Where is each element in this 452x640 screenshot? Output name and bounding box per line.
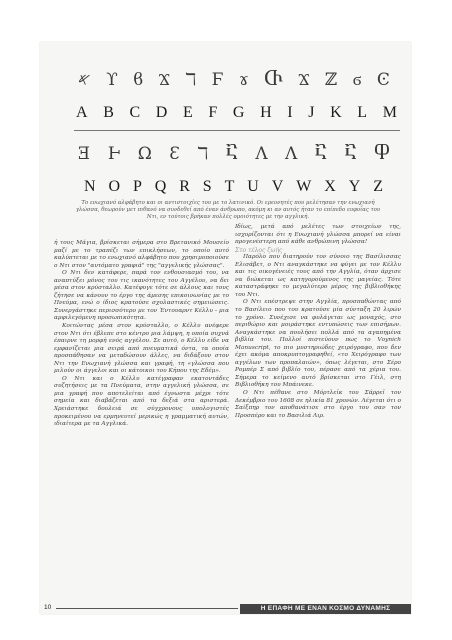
right-subheading: Στο τέλος ζωής bbox=[235, 246, 283, 254]
latin-letter-4: R bbox=[179, 178, 191, 195]
alphabet-divider bbox=[74, 130, 400, 131]
left-paragraph-2: Ο Ντι δεν κατάφερε, παρά τον ενθουσιασμό του, να αναπτύξει μόνος του τις ικανότητες του Αγγέλου, να δει μέσα στον κρύσταλλο. Κατέφυγε τότε σε άλλους και τους ζήτησε να κάνουν το έργο της άμεσης επικοινωνίας με το Πνεύμα, ενώ ο ίδιος κρατούσε σχολαστικές σημειώσεις. Συνεργάστηκε περισσότερο με τον Έντουαρντ Κέλλυ - μια αμφιλεγόμενη προσωπικότητα. bbox=[54, 270, 229, 322]
right-paragraph-3: Ο Ντι επέστρεψε στην Αγγλία, προσπαθώντας από το Βασίλειο που του κρατούσε μία σύνταξη 20 λιρών το χρόνο. Συνέχισε να φυλάγεται ως μοναχός, στο περιθώριο και μοιράστηκε εντυπώσεις των επισήμων. Αναγκάστηκε να πουλήσει πολλά από τα αγαπημένα βιβλία του. Πολλοί πιστεύουν πως το Vοynich Manuscript, το πιο μυστηριώδες χειρόγραφο, που δεν έχει ακόμα αποκρυπτογραφηθεί, «το Χειρόγραφο των αγγέλων των προπαλαιών», όπως λέγεται, στο Σέρο Ρομπέρ Σ από βιβλίο του, πέρασε από τα χέρια του. Σήμερα το κείμενο αυτό βρίσκεται στο Γέιλ, στη Βιβλιοθήκη του Μπάινεκε. bbox=[235, 299, 401, 389]
latin-letter-6: T bbox=[224, 178, 236, 195]
enochian-glyph-1: Ⱶ bbox=[107, 144, 121, 164]
latin-letter-11: L bbox=[357, 104, 369, 121]
latin-letter-0: A bbox=[76, 104, 89, 121]
enochian-glyph-10: Ⴔ bbox=[374, 144, 390, 164]
right-paragraph-1: Ιδίως, μετά από μελέτες των στοιχείων της, ισχυρίζονται ότι η Ενωχιανή γλώσσα μπορεί να είναι προγενέστερη από κάθε ανθρώπινη γλώσσα! bbox=[235, 224, 401, 246]
enochian-glyph-4: ℸ bbox=[185, 70, 197, 90]
left-paragraph-1: ή τους Μάγια, βρίσκεται σήμερα στο Βρετανικό Μουσείο μαζί με το τραπέζι των επικλήσεων, το οποίο αυτό καλύπτεται με το ενωχιανό αλφάβητο που χρησιμοποιούσε ο Ντι στον "αυτόματο γραφιά" της "αγγελικής γλώσσας". bbox=[54, 240, 229, 269]
latin-letter-3: D bbox=[155, 104, 169, 121]
latin-letter-9: W bbox=[296, 178, 313, 195]
latin-letter-8: V bbox=[271, 178, 285, 195]
enochian-glyph-9: ℤ bbox=[324, 70, 338, 90]
enochian-glyph-7: Ʌ bbox=[285, 144, 298, 164]
latin-letter-12: M bbox=[382, 104, 398, 121]
left-paragraph-3: Κοιτώντας μέσα στον κρύσταλλο, ο Κέλλυ ανέφερε στον Ντι ότι έβλεπε στο κέντρο μια λάμψη, η οποία συχνά έπαιρνε τη μορφή ενός αγγέλου. Σε αυτό, ο Κέλλυ είδε να εμφανίζεται μια σειρά από πνευματικά όντα, τα οποία προσπάθησαν να μεταδώσουν άλλες, να διδάξουν στον Ντι την Ενωχιανή γλώσσα και γραφή, τη «γλώσσα που μιλούν οι άγγελοι και οι κάτοικοι του Κήπου της Εδέμ». bbox=[54, 323, 229, 375]
latin-letter-8: I bbox=[287, 104, 294, 121]
latin-letter-0: N bbox=[84, 178, 97, 195]
latin-letter-1: B bbox=[103, 104, 115, 121]
enochian-glyph-1: ϒ bbox=[106, 70, 118, 90]
latin-letter-6: G bbox=[232, 104, 246, 121]
enochian-glyph-2: Ω bbox=[137, 144, 152, 164]
latin-letter-3: Q bbox=[154, 178, 168, 195]
enochian-glyph-3: Ϫ bbox=[158, 70, 170, 90]
enochian-glyph-2: ϐ bbox=[133, 70, 144, 90]
latin-letters-row-1 bbox=[76, 104, 398, 122]
article-right-column bbox=[235, 224, 401, 420]
page-footer bbox=[40, 604, 411, 614]
latin-letter-7: H bbox=[260, 104, 273, 121]
latin-letter-4: E bbox=[182, 104, 194, 121]
enochian-glyph-9: Ⴀ bbox=[344, 144, 357, 164]
magazine-page bbox=[40, 42, 411, 614]
section-title-bar: Η ΕΠΑΦΗ ΜΕ ΕΝΑΝ ΚΟΣΜΟ ΔΥΝΑΜΗΣ bbox=[240, 604, 411, 614]
latin-letter-5: S bbox=[202, 178, 213, 195]
latin-letter-2: C bbox=[129, 104, 142, 121]
enochian-glyphs-row-2 bbox=[78, 144, 390, 164]
latin-letter-7: U bbox=[247, 178, 260, 195]
enochian-glyph-3: Ɛ bbox=[169, 144, 180, 164]
enochian-glyph-5: Ⴀ bbox=[225, 144, 238, 164]
latin-letter-5: F bbox=[208, 104, 219, 121]
enochian-glyph-7: Ⴇ bbox=[264, 70, 283, 90]
latin-letter-12: Z bbox=[373, 178, 384, 195]
latin-letters-row-2 bbox=[84, 178, 384, 196]
enochian-glyph-0: Ǝ bbox=[78, 144, 91, 164]
article-left-column bbox=[54, 240, 229, 429]
enochian-glyph-8: Ⴀ bbox=[314, 144, 327, 164]
enochian-glyph-0: 𐤀 bbox=[78, 70, 91, 90]
page-number: 10 bbox=[44, 604, 52, 611]
right-paragraph-4: Ο Ντι πέθανε στο Μόρτλεϊκ του Σάρρεϊ τον Δεκέμβριο του 1608 σε ηλικία 81 χρονών. Λέγεται ότι ο Σαίξπηρ τον αποθανάτισε στο έργο του σαν τον Προσπέρο και το Βασιλιά Λιρ. bbox=[235, 390, 401, 419]
footer-rule bbox=[56, 608, 238, 609]
left-paragraph-4: Ο Ντι και ο Κέλλυ κατέγραφαν εκατοντάδες συζητήσεις με τα Πνεύματα, στην αγγελική γλώσσα, σε μια γραφή που αποτελείται από έγνωστα μέχρι τότε σημεία και διαβάζεται από τα δεξιά στα αριστερά. Χρειάστηκε δουλειά σε σύγχρονους υπολογιστές προκειμένου να ερμηνευτεί μερικώς η γραμματική αυτών, ιδιαίτερα με τα Αγγλικά. bbox=[54, 375, 229, 428]
enochian-glyph-5: Ϝ bbox=[211, 70, 224, 90]
latin-letter-10: X bbox=[324, 178, 337, 195]
right-paragraph-2: Παρόλο που διατηρούν τον σύνοιο της Βασίλισσας Ελισάβετ, ο Ντι αναγκάστηκε να φύγει με τον Κέλλυ και τις οικογένειές τους από την Αγγλία, όταν άρχισε να διώκεται ως κατηγορούμενος της μαγείας. Τότε καταστράφηκε το μεγαλύτερο μέρος της βιβλιοθήκης του Ντι. bbox=[235, 254, 401, 298]
enochian-glyph-11: Ͼ bbox=[376, 70, 390, 90]
latin-letter-2: P bbox=[132, 178, 143, 195]
latin-letter-1: O bbox=[108, 178, 122, 195]
alphabet-caption: Το ενωχιανό αλφάβητο και οι αντιστοιχίες του με το λατινικό. Οι ερευνητές που μελέτησαν την ενωχιανή γλώσσα, θεωρούν μετ πιθανό να συνδεθεί από έναν άνθρωπο, ακόμη κι αν αυτός ήταν το επίπεδο ευφυΐας του Ντι, εν τούτοις βρήκαν πολλές ομοιότητες με την αγγλική. bbox=[75, 200, 381, 221]
latin-letter-10: K bbox=[330, 104, 343, 121]
enochian-glyph-6: Ʌ bbox=[255, 144, 268, 164]
enochian-glyph-4: ℸ bbox=[197, 144, 209, 164]
latin-letter-11: Y bbox=[348, 178, 362, 195]
enochian-glyph-10: ϭ bbox=[352, 70, 362, 90]
enochian-glyph-8: Ϫ bbox=[298, 70, 310, 90]
latin-letter-9: J bbox=[308, 104, 316, 121]
enochian-glyph-6: ɤ bbox=[238, 70, 249, 90]
enochian-glyphs-row-1 bbox=[78, 70, 390, 90]
